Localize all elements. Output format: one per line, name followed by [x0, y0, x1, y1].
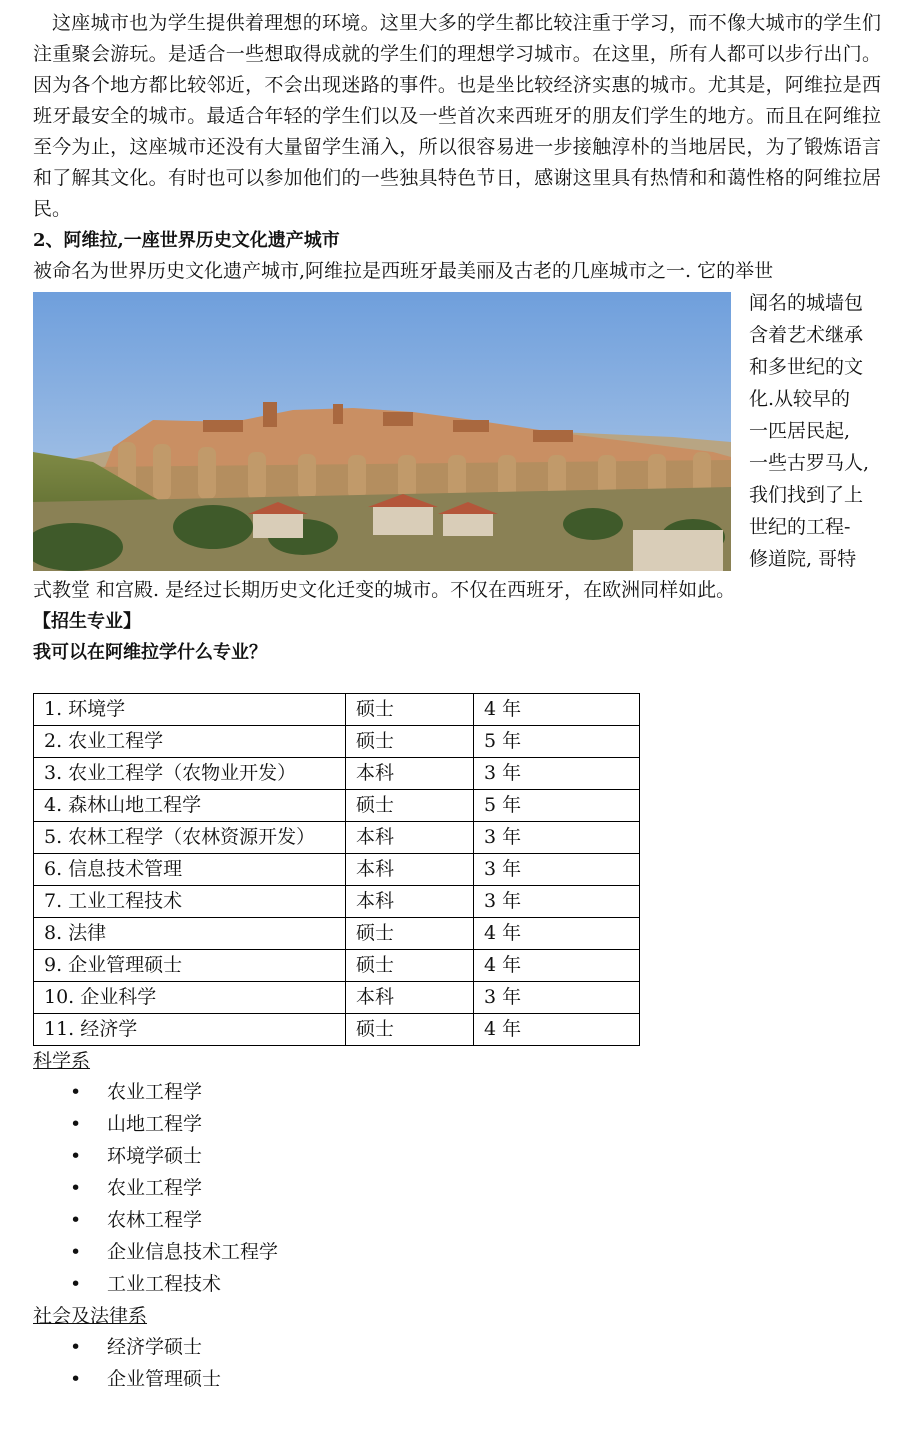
- department-social-law: 社会及法律系: [33, 1305, 148, 1327]
- duration-cell: 4 年: [474, 1014, 640, 1046]
- bullet-icon: •: [70, 1177, 82, 1199]
- degree-cell: 硕士: [346, 950, 474, 982]
- text-beside-photo: [749, 287, 881, 575]
- text-line: 一些古罗马人,: [749, 452, 870, 474]
- heritage-line-after-photo: 式教堂 和宫殿. 是经过长期历史文化迁变的城市。不仅在西班牙，在欧洲同样如此。: [33, 579, 736, 601]
- major-name-cell: 1. 环境学: [34, 694, 346, 726]
- document-page: [33, 8, 881, 1396]
- bullet-icon: •: [70, 1145, 82, 1167]
- list-item-label: 山地工程学: [107, 1113, 203, 1135]
- list-item-label: 工业工程技术: [107, 1273, 222, 1295]
- list-item: [33, 1109, 881, 1141]
- list-item-label: 农林工程学: [107, 1209, 203, 1231]
- list-item: [33, 1173, 881, 1205]
- majors-table: [33, 693, 640, 1046]
- major-name-cell: 4. 森林山地工程学: [34, 790, 346, 822]
- table-row: [34, 1014, 640, 1046]
- list-item: [33, 1237, 881, 1269]
- degree-cell: 本科: [346, 982, 474, 1014]
- table-row: [34, 918, 640, 950]
- text-line: 闻名的城墙包: [749, 292, 864, 314]
- list-item-label: 企业信息技术工程学: [107, 1241, 279, 1263]
- bullet-icon: •: [70, 1273, 82, 1295]
- major-name-cell: 10. 企业科学: [34, 982, 346, 1014]
- bullet-icon: •: [70, 1368, 82, 1390]
- list-item: [33, 1332, 881, 1364]
- list-item: [33, 1364, 881, 1396]
- duration-cell: 4 年: [474, 694, 640, 726]
- duration-cell: 3 年: [474, 822, 640, 854]
- avila-city-walls-photo: [33, 292, 731, 571]
- majors-question: 我可以在阿维拉学什么专业？: [33, 642, 267, 663]
- bullet-icon: •: [70, 1336, 82, 1358]
- duration-cell: 4 年: [474, 950, 640, 982]
- table-row: [34, 726, 640, 758]
- science-major-list: [33, 1077, 881, 1301]
- duration-cell: 4 年: [474, 918, 640, 950]
- heritage-line-1: 被命名为世界历史文化遗产城市,阿维拉是西班牙最美丽及古老的几座城市之一. 它的举世: [33, 260, 774, 282]
- major-name-cell: 8. 法律: [34, 918, 346, 950]
- section-heading-avila-heritage: 2、阿维拉,一座世界历史文化遗产城市: [33, 230, 340, 251]
- major-name-cell: 9. 企业管理硕士: [34, 950, 346, 982]
- major-name-cell: 3. 农业工程学（农物业开发）: [34, 758, 346, 790]
- list-item: [33, 1269, 881, 1301]
- duration-cell: 3 年: [474, 854, 640, 886]
- table-row: [34, 822, 640, 854]
- major-name-cell: 7. 工业工程技术: [34, 886, 346, 918]
- bullet-icon: •: [70, 1113, 82, 1135]
- department-science: 科学系: [33, 1050, 91, 1072]
- table-row: [34, 950, 640, 982]
- degree-cell: 硕士: [346, 726, 474, 758]
- table-row: [34, 790, 640, 822]
- duration-cell: 3 年: [474, 758, 640, 790]
- list-item: [33, 1077, 881, 1109]
- text-line: 和多世纪的文: [749, 356, 864, 378]
- bullet-icon: •: [70, 1081, 82, 1103]
- text-line: 修道院, 哥特: [749, 548, 857, 570]
- list-item: [33, 1205, 881, 1237]
- list-item-label: 农业工程学: [107, 1177, 203, 1199]
- list-item-label: 环境学硕士: [107, 1145, 203, 1167]
- bullet-icon: •: [70, 1209, 82, 1231]
- degree-cell: 本科: [346, 886, 474, 918]
- intro-paragraph: 这座城市也为学生提供着理想的环境。这里大多的学生都比较注重于学习，而不像大城市的学生们注重聚会游玩。是适合一些想取得成就的学生们的理想学习城市。在这里，所有人都可以步行出门。因为各个地方都比较邻近，不会出现迷路的事件。也是坐比较经济实惠的城市。尤其是，阿维拉是西班牙最安全的城市。最适合年轻的学生们以及一些首次来西班牙的朋友们学生的地方。而且在阿维拉至今为止，这座城市还没有大量留学生涌入，所以很容易进一步接触淳朴的当地居民，为了锻炼语言和了解其文化。有时也可以参加他们的一些独具特色节日，感谢这里具有热情和和蔼性格的阿维拉居民。: [33, 12, 881, 220]
- duration-cell: 5 年: [474, 790, 640, 822]
- social-law-major-list: [33, 1332, 881, 1396]
- table-row: [34, 694, 640, 726]
- majors-heading: 【招生专业】: [33, 611, 141, 632]
- photo-with-text: [33, 292, 881, 575]
- degree-cell: 本科: [346, 854, 474, 886]
- duration-cell: 3 年: [474, 982, 640, 1014]
- degree-cell: 本科: [346, 758, 474, 790]
- list-item-label: 经济学硕士: [107, 1336, 203, 1358]
- duration-cell: 3 年: [474, 886, 640, 918]
- degree-cell: 本科: [346, 822, 474, 854]
- degree-cell: 硕士: [346, 918, 474, 950]
- major-name-cell: 5. 农林工程学（农林资源开发）: [34, 822, 346, 854]
- table-row: [34, 886, 640, 918]
- text-line: 化.从较早的: [749, 388, 851, 410]
- table-row: [34, 982, 640, 1014]
- table-row: [34, 758, 640, 790]
- table-row: [34, 854, 640, 886]
- degree-cell: 硕士: [346, 694, 474, 726]
- list-item-label: 农业工程学: [107, 1081, 203, 1103]
- major-name-cell: 6. 信息技术管理: [34, 854, 346, 886]
- bullet-icon: •: [70, 1241, 82, 1263]
- major-name-cell: 11. 经济学: [34, 1014, 346, 1046]
- list-item-label: 企业管理硕士: [107, 1368, 222, 1390]
- major-name-cell: 2. 农业工程学: [34, 726, 346, 758]
- text-line: 含着艺术继承: [749, 324, 864, 346]
- text-line: 我们找到了上: [749, 484, 864, 506]
- list-item: [33, 1141, 881, 1173]
- degree-cell: 硕士: [346, 790, 474, 822]
- text-line: 世纪的工程-: [749, 516, 851, 538]
- text-line: 一匹居民起,: [749, 420, 851, 442]
- degree-cell: 硕士: [346, 1014, 474, 1046]
- duration-cell: 5 年: [474, 726, 640, 758]
